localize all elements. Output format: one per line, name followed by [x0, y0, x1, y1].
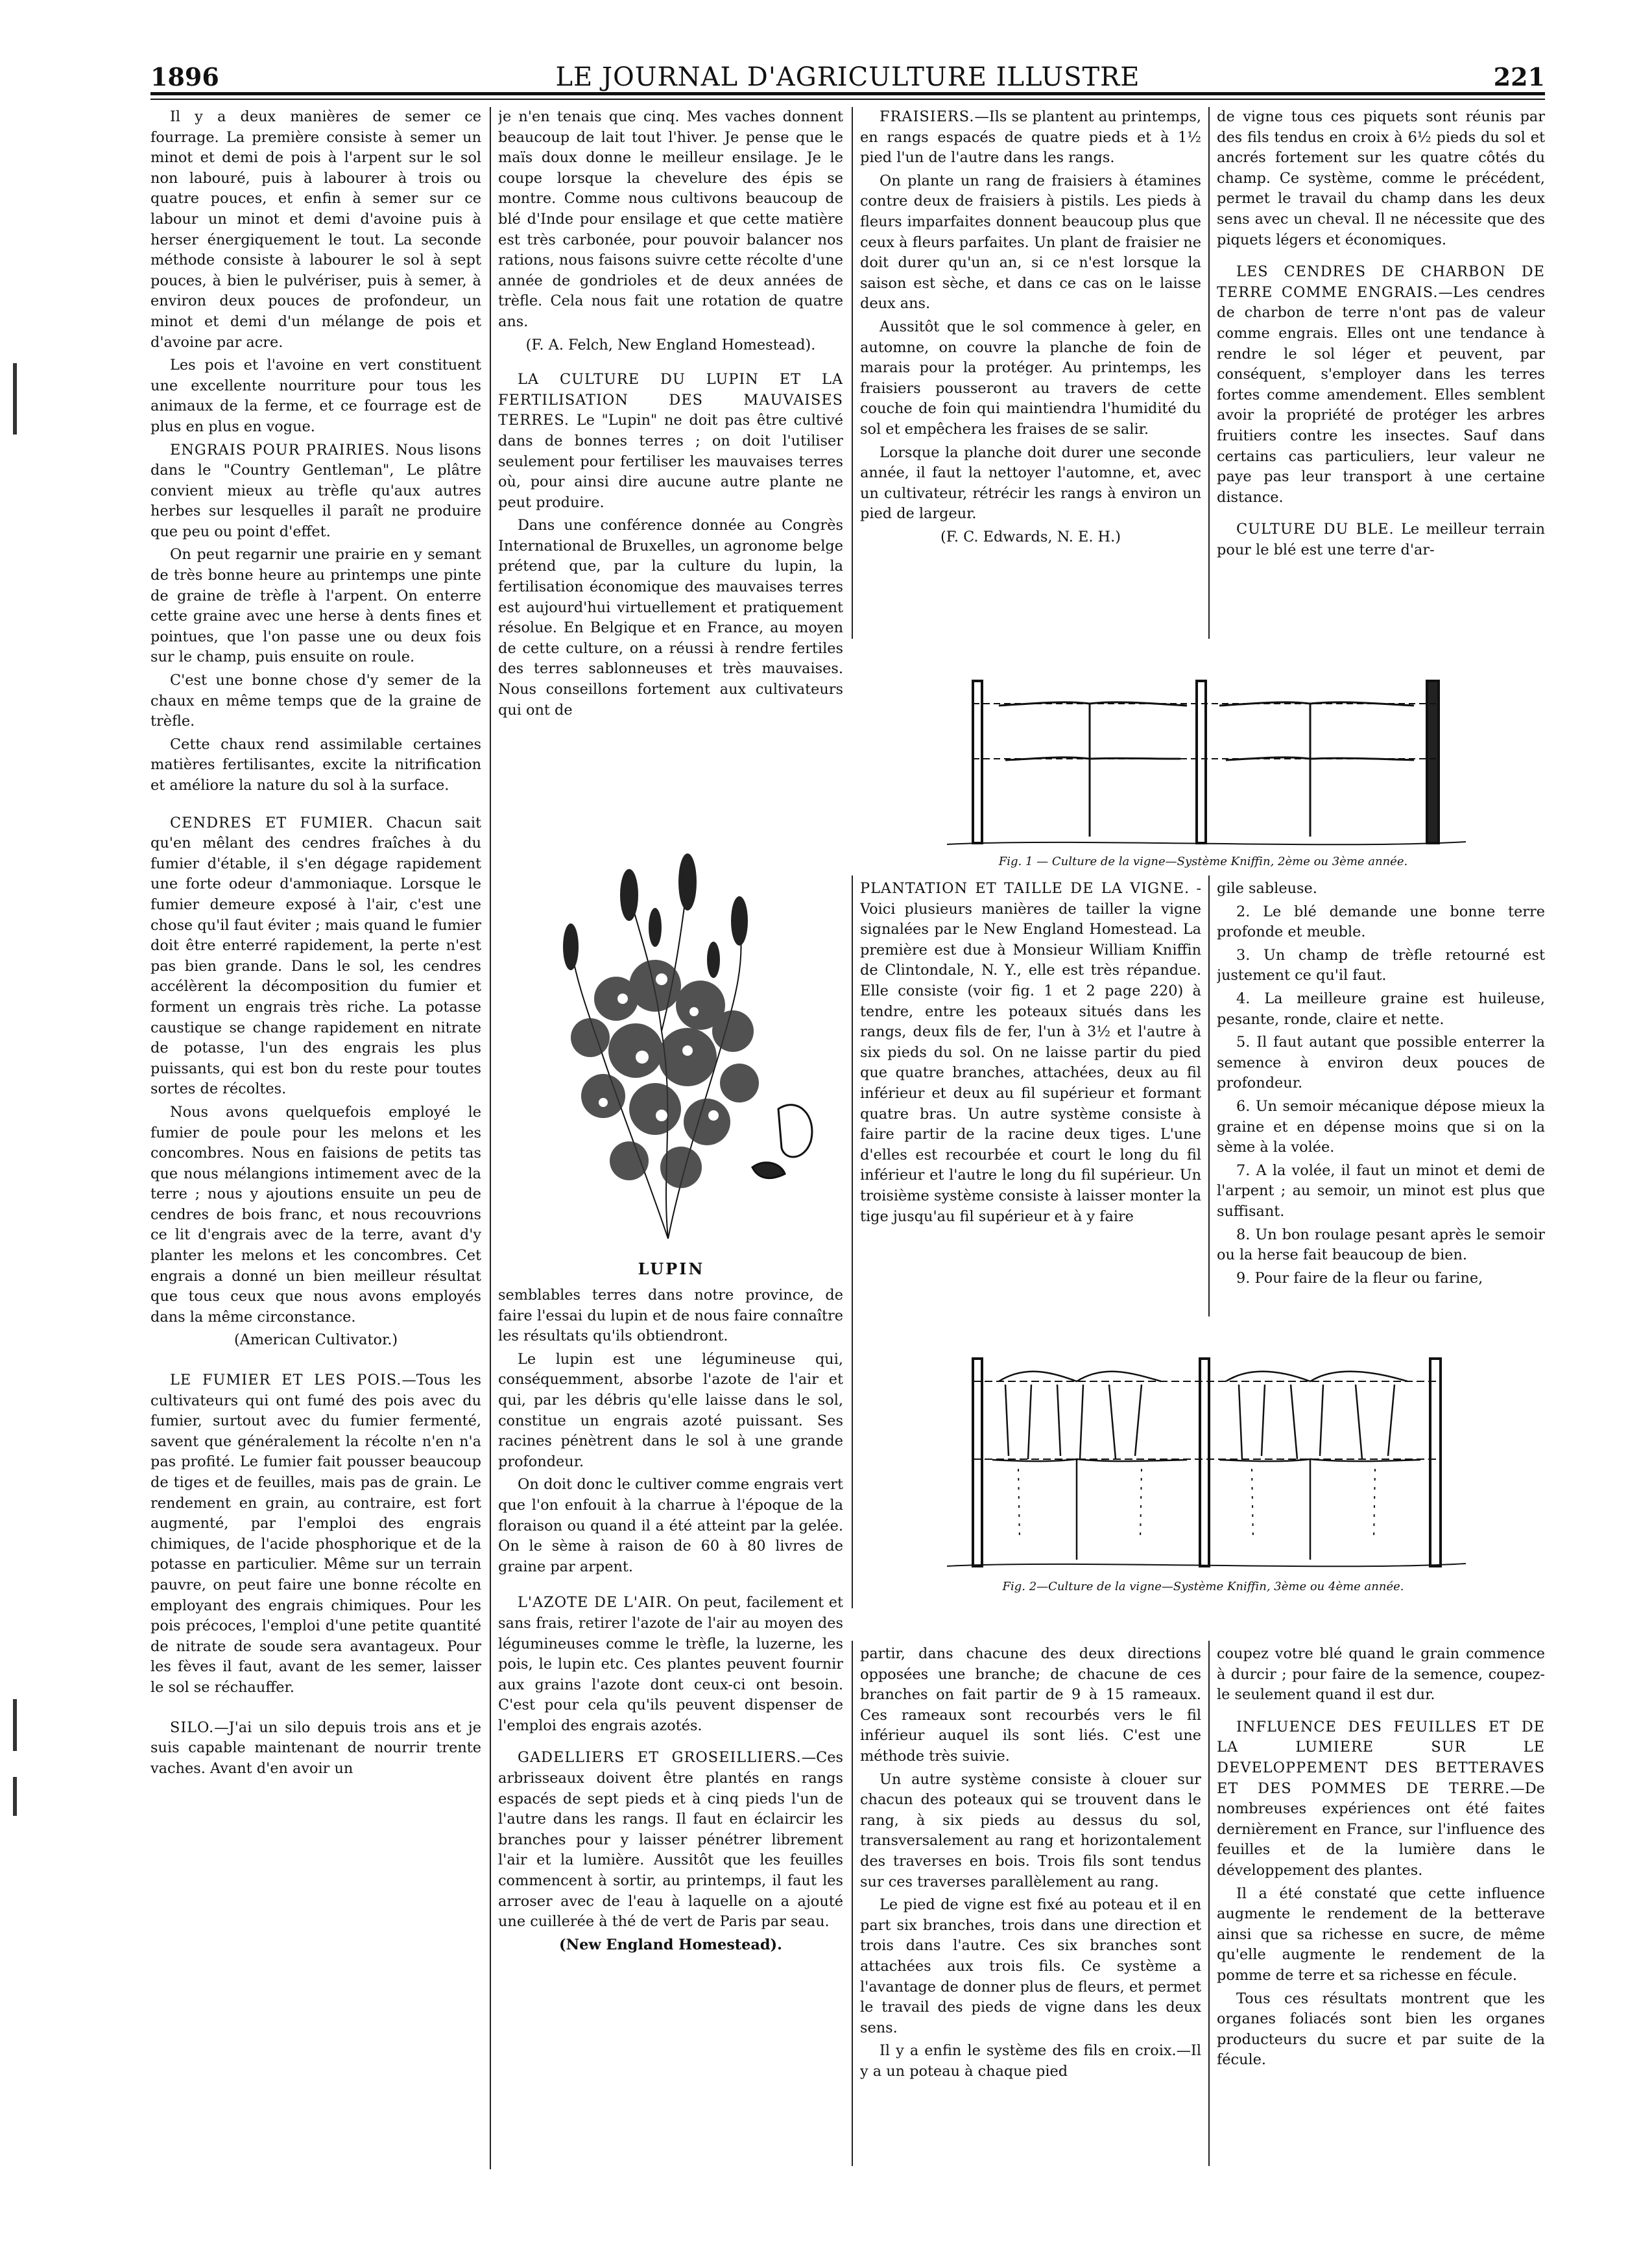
paragraph: Il a été constaté que cette influence augmente le rendement de la betterave ainsi que sa richesse en sucre, de même qu'elle augmente le rendement de la pomme de terre et sa richesse en fécule. — [1217, 1885, 1545, 1984]
paragraph: coupez votre blé quand le grain commence à durcir ; pour faire de la semence, coupez-le seulement quand il est dur. — [1217, 1645, 1545, 1704]
paragraph: Il y a enfin le système des fils en croix.—Il y a un poteau à chaque pied — [860, 2042, 1201, 2080]
section-text: Chacun sait qu'en mêlant des cendres fraîches à du fumier d'étable, il s'en dégage rapidement une forte odeur d'ammoniaque. Lorsque le fumier demeure exposé à l'air, c'est une chose qu'il faut éviter ; mais quand le fumier doit être enterré rapidement, la perte n'est pas bien grande. Dans le sol, les cendres accélèrent la décomposition du fumier et forment un engrais très riche. La potasse caustique se change rapidement en nitrate de potasse, l'un des engrais les plus puissants, qui est bon du reste pour toutes sortes de récoltes. — [150, 814, 481, 1098]
header-rule-thin — [150, 99, 1545, 100]
paragraph: Le pied de vigne est fixé au poteau et il en part six branches, trois dans une direction et trois dans l'autre. Ces six branches sont attachées aux trois fils. Ce système a l'avantage de donner plus de fleurs, et permet le travail des pieds de vigne dans les deux sens. — [860, 1896, 1201, 2036]
column-divider — [1208, 1641, 1210, 2166]
list-item: 3. Un champ de trèfle retourné est justement ce qu'il faut. — [1217, 946, 1545, 984]
header-rule — [150, 92, 1545, 95]
section-heading: SILO. — [170, 1719, 215, 1736]
section-text: —Les cendres de charbon de terre n'ont pas de valeur comme engrais. Elles ont une tendance à rendre le sol léger et peuvent, par conséquent, s'employer dans les terres fortes comme amendement. Elles semblent avoir la propriété de protéger les arbres fruitiers contre les insectes. Sauf dans certains cas particuliers, leur valeur ne paye pas leur transport à une certaine distance. — [1217, 283, 1545, 506]
paragraph — [860, 879, 1201, 1227]
paragraph — [150, 813, 481, 1100]
paragraph — [150, 440, 481, 543]
paragraph — [1217, 519, 1545, 560]
header-page-number: 221 — [1493, 62, 1545, 91]
section-text: —Ils se plantent au printemps, en rangs espacés de quatre pieds et à 1½ pied l'un de l'autre dans les rangs. — [860, 108, 1201, 167]
paragraph — [1217, 262, 1545, 508]
column-3-top — [860, 107, 1201, 639]
section-heading: CULTURE DU BLE. — [1236, 521, 1395, 538]
source-signature: (New England Homestead). — [559, 1936, 782, 1953]
source-signature: (F. A. Felch, New England Homestead). — [525, 336, 816, 353]
vine-figure-1 — [947, 674, 1466, 850]
section-heading: LA CULTURE DU LUPIN ET LA FERTILISATION DES MAUVAISES TERRES. — [498, 371, 843, 429]
margin-mark — [13, 363, 17, 435]
section-heading: PLANTATION ET TAILLE DE LA VIGNE. — [860, 880, 1190, 897]
paragraph: semblables terres dans notre province, de faire l'essai du lupin et de nous faire connaître les résultats qu'ils obtiendront. — [498, 1287, 843, 1345]
paragraph: On peut regarnir une prairie en y semant de très bonne heure au printemps une pinte de graine de trèfle à l'arpent. On enterre cette graine avec une herse à dents fines et pointues, que l'on passe une ou deux fois sur le champ, puis ensuite on roule. — [150, 546, 481, 666]
paragraph: de vigne tous ces piquets sont réunis par des fils tendus en croix à 6½ pieds du sol et ancrés fortement sur les quatre côtés du champ. Ce système, comme le précédent, permet le travail du champ dans les deux sens avec un cheval. Il ne nécessite que des piquets légers et économiques. — [1217, 108, 1545, 248]
section-text: —De nombreuses expériences ont été faites dernièrement en France, sur l'influence des feuilles et de la lumière dans le développement des plantes. — [1217, 1780, 1545, 1879]
column-divider — [490, 107, 491, 2169]
section-text: —Tous les cultivateurs qui ont fumé des pois avec du fumier, surtout avec du fumier fermenté, savent que généralement la récolte n'en n'a pas profité. Le fumier fait pousser beaucoup de tiges et de feuilles, mais pas de grain. Le rendement en grain, au contraire, est fort augmenté, par l'emploi des engrais chimiques, de l'acide phosphorique et de la potasse en particulier. Même sur un terrain pauvre, on peut faire une bonne récolte en employant des engrais chimiques. Pour les pois précoces, l'emploi d'une petite quantité de nitrate de soude sera avantageux. Pour les fèves il faut, avant de les semer, laisser le sol se réchauffer. — [150, 1372, 481, 1696]
section-text: Le meilleur terrain pour le blé est une terre d'ar- — [1217, 521, 1545, 558]
column-divider — [852, 107, 853, 639]
margin-mark — [13, 1699, 17, 1751]
source-signature: (F. C. Edwards, N. E. H.) — [940, 528, 1121, 545]
paragraph — [150, 1718, 481, 1780]
paragraph — [150, 1370, 481, 1698]
paragraph: Il y a deux manières de semer ce fourrage. La première consiste à semer un minot et demi de pois à l'arpent sur le sol non labouré, puis à labourer à trois ou quatre pouces, et enfin à semer sur ce labour un minot et demi d'avoine puis à herser énergiquement le tout. La seconde méthode consiste à labourer le sol à sept pouces, à bien le pulvériser, puis à semer, à environ deux pouces de profondeur, un minot et demi d'un mélange de pois et d'avoine par acre. — [150, 108, 481, 351]
figure-2-caption: Fig. 2—Culture de la vigne—Système Kniffin, 3ème ou 4ème année. — [1002, 1580, 1404, 1593]
source-signature: (American Cultivator.) — [233, 1331, 398, 1349]
list-item: 7. A la volée, il faut un minot et demi de l'arpent ; au semoir, un minot est plus que suffisant. — [1217, 1161, 1545, 1220]
list-item: 6. Un semoir mécanique dépose mieux la graine et en dépense moins que si on la sème à la volée. — [1217, 1097, 1545, 1156]
section-heading: ENGRAIS POUR PRAIRIES. — [170, 441, 390, 459]
section-text: —J'ai un silo depuis trois ans et je suis capable maintenant de nourrir trente vaches. Avant d'en avoir un — [150, 1719, 481, 1777]
list-item: gile sableuse. — [1217, 880, 1317, 897]
section-text: On peut, facilement et sans frais, retirer l'azote de l'air au moyen des légumineuses comme le trèfle, la luzerne, les pois, le lupin etc. Ces plantes peuvent fournir aux grains l'azote dont ceux-ci ont besoin. C'est pour cela qu'ils peuvent dispenser de l'emploi des engrais azotés. — [498, 1594, 843, 1734]
section-heading: L'AZOTE DE L'AIR. — [518, 1594, 673, 1612]
column-divider — [1208, 107, 1210, 639]
section-heading: FRAISIERS. — [880, 108, 975, 125]
column-2-top — [498, 107, 843, 827]
column-4-bottom — [1217, 1644, 1545, 2163]
section-text: Nous lisons dans le "Country Gentleman", Le plâtre convient mieux au trèfle qu'aux autres herbes sur lesquelles il paraît ne produire que peu ou point d'effet. — [150, 441, 481, 540]
vine-figure-2 — [947, 1346, 1466, 1573]
header-title: LE JOURNAL D'AGRICULTURE ILLUSTRE — [555, 62, 1140, 92]
column-divider — [852, 1641, 853, 2166]
column-3-bottom — [860, 1644, 1201, 2163]
figure-1-caption: Fig. 1 — Culture de la vigne—Système Kniffin, 2ème ou 3ème année. — [998, 855, 1408, 868]
paragraph — [1217, 1717, 1545, 1881]
paragraph: On plante un rang de fraisiers à étamines contre deux de fraisiers à pistils. Les pieds à fleurs imparfaites donnent beaucoup plus que ceux à fleurs parfaites. Un plant de fraisier ne doit durer qu'un an, si ce n'est lorsque la saison est sèche, et dans ce cas on le laisse deux ans. — [860, 172, 1201, 313]
paragraph: Les pois et l'avoine en vert constituent une excellente nourriture pour tous les animaux de la ferme, et ce fourrage est de plus en plus en vogue. — [150, 357, 481, 435]
paragraph: Un autre système consiste à clouer sur chacun des poteaux qui se trouvent dans le rang, à six pieds au dessus du sol, transversalement au rang et horizontalement des traverses en bois. Trois fils sont tendus sur ces traverses parallèlement au rang. — [860, 1770, 1201, 1890]
paragraph: Dans une conférence donnée au Congrès International de Bruxelles, un agronome belge prétend que, par la culture du lupin, la fertilisation économique des mauvaises terres est aujourd'hui virtuellement et pratiquement résolue. En Belgique et en France, au moyen de cette culture, on a réussi à rendre fertiles des terres sablonneuses et très mauvaises. Nous conseillons fortement aux cultivateurs qui ont de — [498, 517, 843, 719]
section-heading: LES CENDRES DE CHARBON DE TERRE COMME ENGRAIS. — [1217, 263, 1545, 301]
list-item: 5. Il faut autant que possible enterrer la semence à environ deux pouces de profondeur. — [1217, 1034, 1545, 1092]
section-text: -Voici plusieurs manières de tailler la vigne signalées par le New England Homestead. La première est due à Monsieur William Kniffin de Clintondale, N. Y., elle est très répandue. Elle consiste (voir fig. 1 et 2 page 220) à tendre, entre les poteaux situés dans les rangs, deux fils de fer, l'un à 3½ et l'autre à six pieds du sol. On ne laisse partir du pied que quatre branches, attachées, deux au fil inférieur et deux au fil supérieur et formant quatre bras. Un autre système consiste à faire partir de la racine deux tiges. L'une d'elles est recourbée et court le long du fil inférieur et l'autre le long du fil supérieur. Un troisième système consiste à laisser monter la tige jusqu'au fil supérieur et à y faire — [860, 880, 1201, 1225]
paragraph: Lorsque la planche doit durer une seconde année, il faut la nettoyer l'automne, et, avec un cultivateur, rétrécir les rangs à environ un pied de largeur. — [860, 444, 1201, 523]
column-1 — [150, 107, 481, 2169]
section-heading: GADELLIERS ET GROSEILLIERS. — [518, 1749, 802, 1767]
paragraph — [498, 1748, 843, 1932]
column-4-middle — [1217, 879, 1545, 1320]
paragraph: je n'en tenais que cinq. Mes vaches donnent beaucoup de lait tout l'hiver. Je pense que le maïs doux donne le meilleur ensilage. Je le coupe lorsque la chevelure des épis se montre. Comme nous cultivons beaucoup de blé d'Inde pour ensilage et que cette matière est très carbonée, pour pouvoir balancer nos rations, nous faisons suivre cette récolte d'une année de gondrioles et de deux années de trèfle. Cela nous fait une rotation de quatre ans. — [498, 108, 843, 330]
paragraph — [498, 370, 843, 513]
margin-mark — [13, 1777, 17, 1816]
list-item: 9. Pour faire de la fleur ou farine, — [1236, 1269, 1483, 1287]
paragraph: On doit donc le cultiver comme engrais vert que l'on enfouit à la charrue à l'époque de la floraison ou quand il a été atteint par la gelée. On le sème à raison de 60 à 80 livres de graine par arpent. — [498, 1476, 843, 1575]
paragraph: partir, dans chacune des deux directions opposées une branche; de chacune de ces branches on fait partir de 9 à 15 rameaux. Ces rameaux sont recourbés vers le fil inférieur auquel ils sont liés. C'est une méthode très suivie. — [860, 1645, 1201, 1765]
paragraph: Aussitôt que le sol commence à geler, en automne, on couvre la planche de foin de marais pour la protéger. Au printemps, les fraisiers pousseront au travers de cette couche de foin qui maintiendra l'humidité du sol et empêchera les fraises de se salir. — [860, 318, 1201, 438]
page-header — [150, 62, 1545, 108]
section-heading: INFLUENCE DES FEUILLES ET DE LA LUMIERE SUR LE DEVELOPPEMENT DES BETTERAVES ET DES POMMES DE TERRE. — [1217, 1718, 1545, 1797]
list-item: 8. Un bon roulage pesant après le semoir ou la herse fait beaucoup de bien. — [1217, 1226, 1545, 1264]
column-2-bottom — [498, 1285, 843, 2167]
list-item: 2. Le blé demande une bonne terre profonde et meuble. — [1217, 903, 1545, 941]
column-divider — [852, 875, 853, 1608]
column-3-middle — [860, 879, 1201, 1320]
section-text: —Ces arbrisseaux doivent être plantés en rangs espacés de sept pieds et à cinq pieds l'un de l'autre dans les rangs. Il faut en éclaircir les branches pour y laisser pénétrer librement l'air et la lumière. Aussitôt que les feuilles commencent à sortir, au printemps, il faut les arroser avec de l'eau à laquelle on a ajouté une cuillerée à thé de vert de Paris par seau. — [498, 1749, 843, 1931]
column-divider — [1208, 875, 1210, 1316]
column-4-top — [1217, 107, 1545, 639]
paragraph — [860, 107, 1201, 169]
lupin-illustration — [506, 837, 837, 1252]
paragraph: C'est une bonne chose d'y semer de la chaux en même temps que de la graine de trèfle. — [150, 672, 481, 730]
paragraph: Cette chaux rend assimilable certaines matières fertilisantes, excite la nitrification et améliore la nature du sol à la surface. — [150, 735, 481, 794]
paragraph: Le lupin est une légumineuse qui, conséquemment, absorbe l'azote de l'air et qui, par les débris qu'elle laisse dans le sol, constitue un engrais azoté puissant. Ses racines pénètrent dans le sol à une grande profondeur. — [498, 1350, 843, 1470]
section-heading: CENDRES ET FUMIER. — [170, 814, 374, 831]
list-item: 4. La meilleure graine est huileuse, pesante, ronde, claire et nette. — [1217, 990, 1545, 1028]
header-year: 1896 — [150, 62, 219, 91]
section-text: Le "Lupin" ne doit pas être cultivé dans de bonnes terres ; on doit l'utiliser seulement pour fertiliser les mauvaises terres où, pour ainsi dire aucune autre plante ne peut produire. — [498, 412, 843, 511]
paragraph: Tous ces résultats montrent que les organes foliacés sont bien les organes producteurs du sucre et par suite de la fécule. — [1217, 1990, 1545, 2069]
section-heading: LE FUMIER ET LES POIS. — [170, 1372, 402, 1389]
paragraph — [498, 1593, 843, 1736]
paragraph: Nous avons quelquefois employé le fumier de poule pour les melons et les concombres. Nous en faisions de petits tas que nous mélangions intimement avec de la terre ; nous y ajoutions ensuite un peu de cendres de bois franc, et nous recouvrions ce lit d'engrais avec de la terre, avant d'y planter les melons et les concombres. Cet engrais a donné un bien meilleur résultat que tous ceux que nous avons employés dans la même circonstance. — [150, 1103, 481, 1326]
lupin-caption: LUPIN — [638, 1259, 705, 1278]
